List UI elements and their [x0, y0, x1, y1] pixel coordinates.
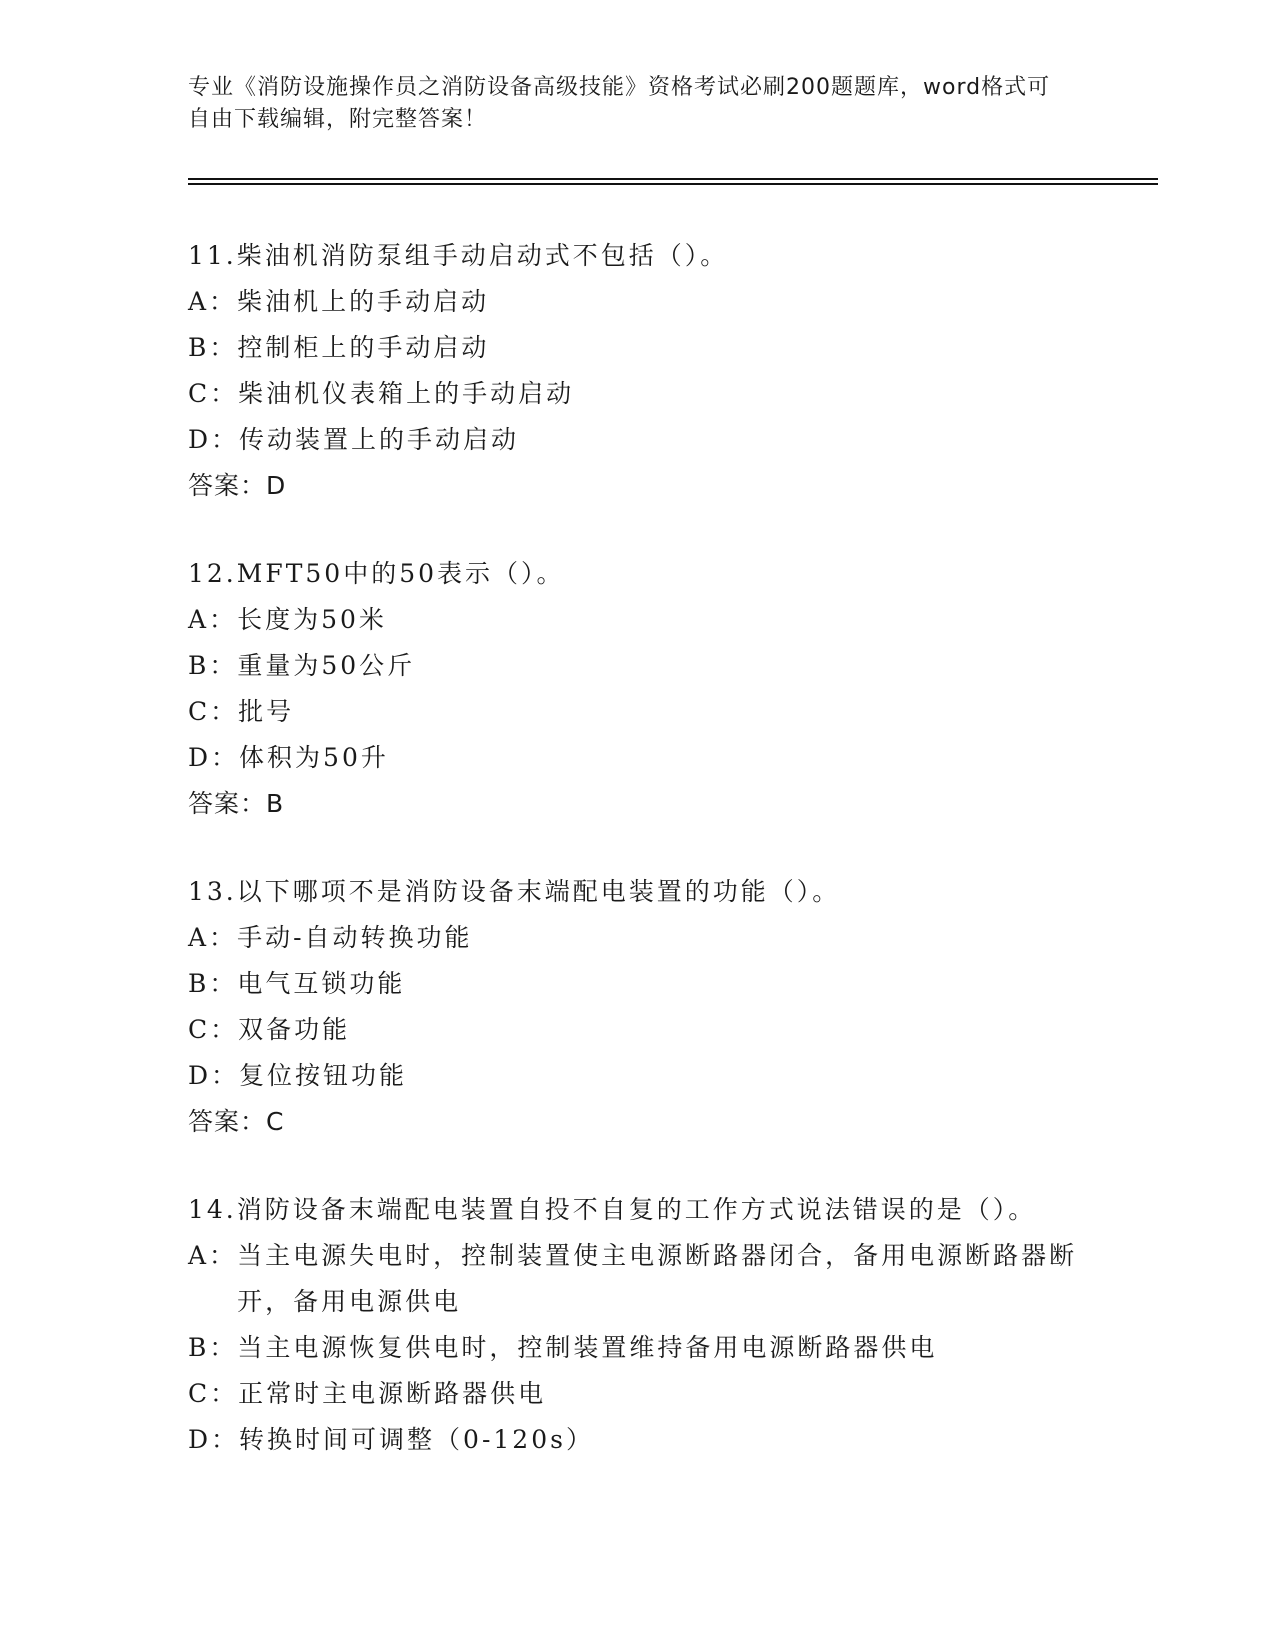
option-d — [188, 417, 1088, 463]
option-key: D： — [188, 1061, 240, 1090]
question-stem — [188, 233, 1088, 279]
option-b — [188, 643, 1088, 689]
question-number: 13. — [188, 877, 237, 906]
question-number: 14. — [188, 1195, 237, 1224]
option-text: 当主电源失电时，控制装置使主电源断路器闭合，备用电源断路器断开，备用电源供电 — [237, 1241, 1078, 1316]
option-key: A： — [188, 287, 238, 316]
option-d — [188, 735, 1088, 781]
answer-line: 答案：C — [188, 1107, 285, 1136]
option-text: 当主电源恢复供电时，控制装置维持备用电源断路器供电 — [237, 1333, 938, 1362]
option-a — [188, 1233, 1088, 1325]
question-13 — [188, 869, 1088, 1145]
option-text: 柴油机上的手动启动 — [237, 287, 490, 316]
option-d — [188, 1417, 1088, 1463]
question-12 — [188, 551, 1088, 827]
question-14 — [188, 1187, 1088, 1463]
option-key: D： — [188, 743, 240, 772]
option-text: 传动装置上的手动启动 — [239, 425, 520, 454]
option-key: D： — [188, 1425, 240, 1454]
option-key: A： — [188, 923, 238, 952]
question-text: 以下哪项不是消防设备末端配电装置的功能（）。 — [236, 877, 841, 906]
option-a — [188, 279, 1088, 325]
option-key: C： — [188, 697, 239, 726]
option-text: 手动-自动转换功能 — [237, 923, 473, 952]
option-b — [188, 1325, 1088, 1371]
option-key: C： — [188, 1015, 239, 1044]
header-divider-bottom — [188, 183, 1158, 185]
question-list — [188, 233, 1088, 1505]
question-text: 消防设备末端配电装置自投不自复的工作方式说法错误的是（）。 — [236, 1195, 1037, 1224]
document-header: 专业《消防设施操作员之消防设备高级技能》资格考试必刷200题题库，word格式可自由下载编辑，附完整答案！ — [188, 75, 1051, 132]
option-key: C： — [188, 1379, 239, 1408]
option-key: C： — [188, 379, 239, 408]
option-key: B： — [188, 333, 238, 362]
option-text: 正常时主电源断路器供电 — [238, 1379, 547, 1408]
option-a — [188, 915, 1088, 961]
option-b — [188, 961, 1088, 1007]
option-key: A： — [188, 605, 238, 634]
option-c — [188, 1007, 1088, 1053]
option-key: A： — [188, 1241, 238, 1270]
question-text: 柴油机消防泵组手动启动式不包括（）。 — [236, 241, 729, 270]
option-text: 体积为50升 — [239, 743, 389, 772]
option-d — [188, 1053, 1088, 1099]
option-b — [188, 325, 1088, 371]
option-text: 转换时间可调整（0-120s） — [239, 1425, 594, 1454]
question-11 — [188, 233, 1088, 509]
option-text: 双备功能 — [238, 1015, 351, 1044]
question-number: 12. — [188, 559, 237, 588]
option-text: 长度为50米 — [237, 605, 387, 634]
question-stem — [188, 869, 1088, 915]
header-divider-top — [188, 178, 1158, 180]
question-number: 11. — [188, 241, 237, 270]
option-text: 批号 — [238, 697, 295, 726]
option-key: B： — [188, 651, 238, 680]
question-text: MFT50中的50表示（）。 — [236, 559, 565, 588]
option-text: 电气互锁功能 — [237, 969, 406, 998]
option-key: D： — [188, 425, 240, 454]
question-stem — [188, 1187, 1088, 1233]
question-stem — [188, 551, 1088, 597]
option-text: 重量为50公斤 — [237, 651, 416, 680]
answer-line: 答案：D — [188, 471, 287, 500]
option-key: B： — [188, 969, 238, 998]
option-text: 复位按钮功能 — [239, 1061, 408, 1090]
answer-line: 答案：B — [188, 789, 285, 818]
option-key: B： — [188, 1333, 238, 1362]
option-text: 柴油机仪表箱上的手动启动 — [238, 379, 575, 408]
option-c — [188, 1371, 1088, 1417]
option-a — [188, 597, 1088, 643]
option-text: 控制柜上的手动启动 — [237, 333, 490, 362]
option-c — [188, 371, 1088, 417]
option-c — [188, 689, 1088, 735]
